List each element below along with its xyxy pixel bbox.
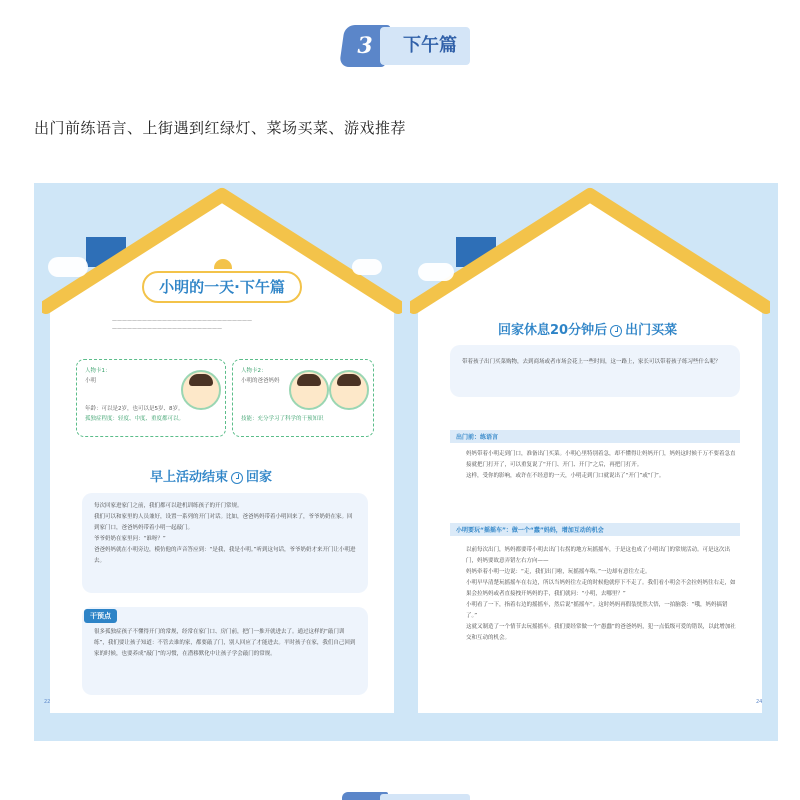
section-bar-2: 小明要玩“摇摇车”：做一个“蠢”妈妈，增加互动的机会	[450, 523, 740, 536]
clock-icon	[610, 325, 622, 337]
right-page	[410, 183, 770, 741]
left-section-heading: 早上活动结束 回家	[150, 470, 273, 485]
paragraph-2: 以前每次出门，妈妈都要带小明去出门右拐的地方玩摇摇车，于是这也成了小明出门的常规活动。可是这次出门，妈妈要故意弄错左右方向—— 妈妈牵着小明一边说：“走，我们出门啦，玩摇摇车咯。”一边却有意往左走。 小明早早清楚玩摇摇车在右边，所以当妈妈往左走的时候他就停下不走了。我们看小明会不会拉妈妈往右走，如果会拉妈妈或者直接拽开妈妈的手，我们就问：“小明，去哪里？” 小明看了一下，指着右边的摇摇车，然后说“摇摇车”。这时妈妈再假装恍然大悟，一拍脑袋：“哦，妈妈搞错了。” 这就又制造了一个情节去玩摇摇车。我们要经常做一个“愚蠢”的爸爸妈妈，犯一点低级可爱的错误，以此增加社交和互动的机会。	[466, 547, 736, 641]
right-page-title: 回家休息20分钟后 出门买菜	[498, 323, 678, 338]
page-number-left: 22	[44, 699, 51, 705]
father-avatar-icon	[289, 370, 329, 410]
mother-avatar-icon	[329, 370, 369, 410]
section-label: 下午篇	[380, 27, 470, 65]
character-card-1: 人物卡1： 小明 年龄：可以是2岁，也可以是5岁、8岁。 孤独症程度：轻度、中度、重度都可以。	[76, 359, 226, 437]
book-spread-image	[34, 183, 778, 741]
left-page-title: 小明的一天·下午篇	[142, 271, 302, 303]
section-badge	[342, 25, 470, 67]
left-page	[42, 183, 402, 741]
paragraph-1: 妈妈带着小明走到门口，准备出门买菜。小明心里特别着急，却不懂得让妈妈开门，妈妈这时候千万不要着急直接就把门打开了，可以重复说了“开门、开门、开门”之后，再把门打开。 这样，受你的影响，或许在不经意的一天，小明走到门口就说出了“开门”或“门”。	[466, 451, 736, 479]
cloud-decoration	[418, 263, 454, 281]
tip-tag: 干预点	[84, 609, 117, 623]
character-card-2: 人物卡2： 小明的爸爸妈妈 技能：充分学习了科学的干预知识	[232, 359, 374, 437]
clock-icon	[231, 472, 243, 484]
cloud-decoration	[352, 259, 382, 275]
story-panel: 每次回家进家门之前，我们都可以趁机训练孩子的开门常规。 我们可以和家里的人员兼好，设置一系列的开门对话。比如，爸爸妈妈带着小明回来了，爷爷奶奶在家。回到家门口，爸爸妈妈带着小明一起敲门。 爷爷奶奶在家里问：“谁呀？” 爸爸妈妈就在小明旁边，模仿他的声音答应到：“是我，我是小明。”听到这句话，爷爷奶奶才来开门让小明进去。	[82, 493, 368, 593]
cloud-decoration	[48, 257, 88, 277]
tip-panel: 很多孤独症孩子不懂得开门的常规，经常在家门口、房门前，把门一推开就进去了。通过这样的“敲门训练”，我们要让孩子知道：不管去谁的家，都要敲了门，别人回应了才能进去。平时孩子在家，我们自己回到家的时候，也要养成“敲门”的习惯，在潜移默化中让孩子学会敲门的常规。	[82, 607, 368, 695]
child-avatar-icon	[181, 370, 221, 410]
section-number: 3	[339, 25, 391, 67]
section-bar-1: 出门前：练语言	[450, 430, 740, 443]
intro-text: 出门前练语言、上街遇到红绿灯、菜场买菜、游戏推荐	[34, 119, 407, 137]
page-number-right: 24	[756, 699, 763, 705]
left-page-note: ———————————————————————————— ——————————————————————	[112, 318, 252, 332]
lead-panel: 带着孩子出门买菜购物，去到商场或者市场会花上一些时间，这一路上，家长可以带着孩子练习些什么呢？	[450, 345, 740, 397]
next-section-badge-partial	[342, 792, 470, 800]
